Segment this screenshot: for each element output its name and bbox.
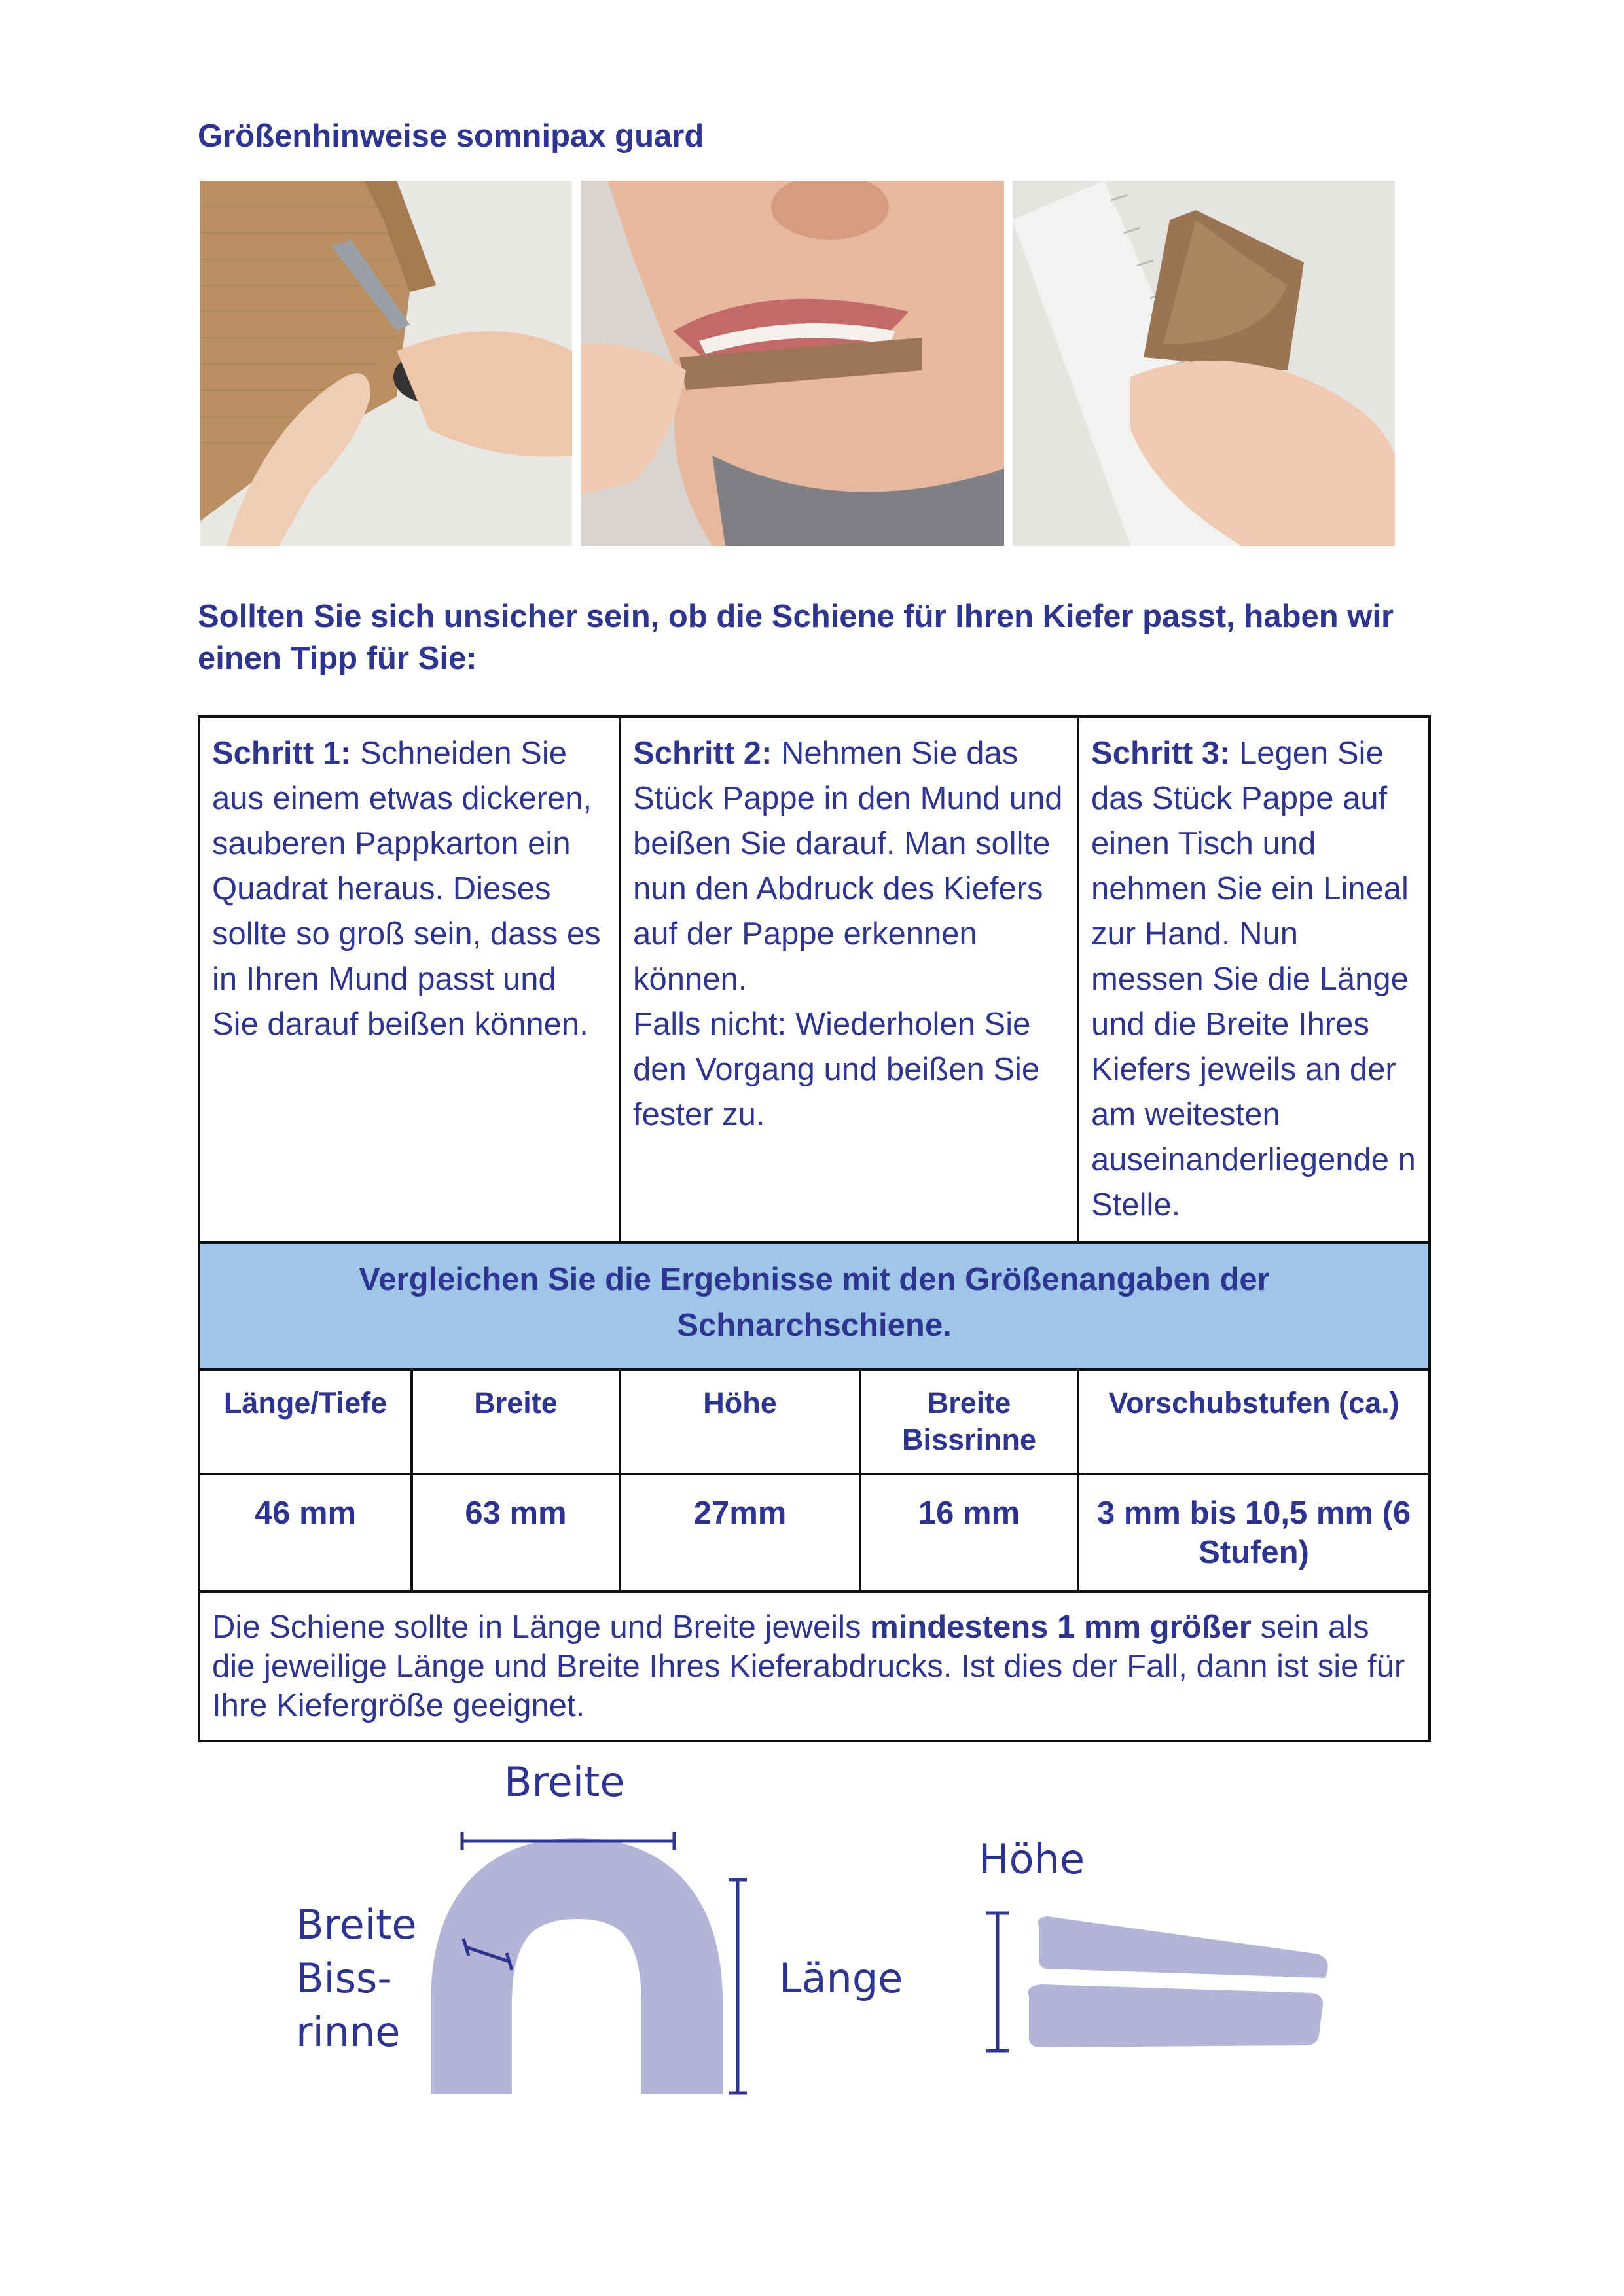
breite-label: Breite (504, 1758, 625, 1806)
note-text: sein als die jeweilige Länge und Breite Ihres Kieferabdrucks. Ist dies der Fall, dann ist sie für Ihre Kiefergröße geeignet. (212, 1609, 1405, 1723)
side-upper-splint (1038, 1916, 1328, 1978)
step-text: Schneiden Sie aus einem etwas dickeren, sauberen Pappkarton ein Quadrat heraus. Dieses sollte so groß sein, dass es in Ihren Mund passt und Sie darauf beißen können. (212, 736, 601, 1042)
value-cell: 3 mm bis 10,5 mm (6 Stufen) (1078, 1474, 1430, 1592)
value-cell: 27mm (620, 1474, 860, 1592)
col-header: Höhe (620, 1369, 860, 1474)
tip-text: Sollten Sie sich unsicher sein, ob die Schiene für Ihren Kiefer passt, haben wir einen Tipp für Sie: (198, 599, 1394, 676)
step-text: Falls nicht: Wiederholen Sie den Vorgang und beißen Sie fester zu. (633, 1007, 1040, 1132)
step-text: Legen Sie das Stück Pappe auf einen Tisch und nehmen Sie ein Lineal zur Hand. Nun messen Sie die Länge und die Breite Ihres Kiefers jeweils an der am weitesten auseinanderliegende n Stelle. (1091, 736, 1416, 1223)
step-label: Schritt 3: (1091, 736, 1231, 771)
bissrinne-label-line3: rinne (296, 2008, 401, 2056)
laenge-bracket (729, 1880, 747, 2093)
step-label: Schritt 2: (633, 736, 772, 771)
col-header: Länge/Tiefe (199, 1369, 412, 1474)
u-splint-shape (471, 1878, 682, 2094)
bissrinne-label-line2: Biss- (296, 1954, 392, 2002)
hoehe-label: Höhe (979, 1835, 1085, 1883)
col-header: Breite Bissrinne (860, 1369, 1078, 1474)
value-cell: 16 mm (860, 1474, 1078, 1592)
value-cell: 46 mm (199, 1474, 412, 1592)
step-text: Nehmen Sie das Stück Pappe in den Mund und beißen Sie darauf. Man sollte nun den Abdruck des Kiefers auf der Pappe erkennen können. (633, 736, 1063, 997)
page-heading: Größenhinweise somnipax guard (198, 118, 704, 154)
value-cell: 63 mm (412, 1474, 620, 1592)
step-label: Schritt 1: (212, 736, 352, 771)
col-header: Breite (412, 1369, 620, 1474)
compare-banner: Vergleichen Sie die Ergebnisse mit den Größenangaben der Schnarchschiene. (199, 1242, 1430, 1369)
note-emphasis: mindestens 1 mm größer (870, 1609, 1252, 1645)
note-text: Die Schiene sollte in Länge und Breite jeweils (212, 1609, 871, 1645)
hoehe-bracket (986, 1913, 1009, 2051)
bissrinne-label-line1: Breite (296, 1901, 417, 1948)
side-lower-splint (1028, 1984, 1323, 2047)
col-header: Vorschubstufen (ca.) (1078, 1369, 1430, 1474)
laenge-label: Länge (779, 1954, 903, 2002)
